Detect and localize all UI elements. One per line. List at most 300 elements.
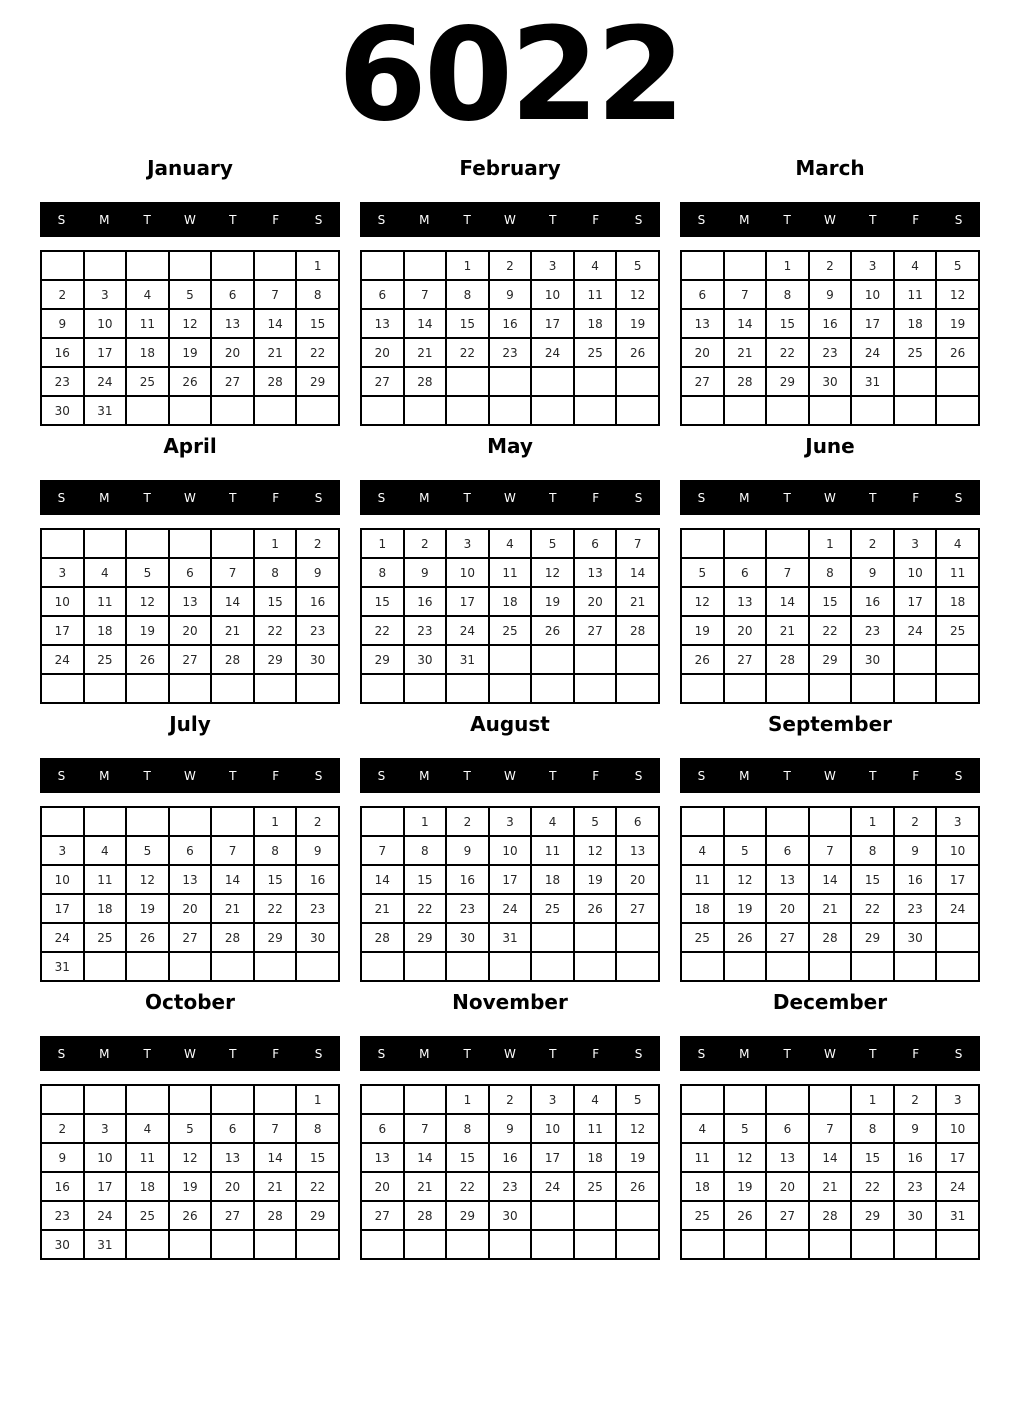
day-cell: 14 xyxy=(809,1143,852,1172)
day-cell: 8 xyxy=(254,558,297,587)
day-cell: 14 xyxy=(211,865,254,894)
day-cell: 19 xyxy=(531,587,574,616)
day-cell: 28 xyxy=(254,1201,297,1230)
day-cell: 21 xyxy=(809,1172,852,1201)
day-cell: 20 xyxy=(361,338,404,367)
empty-day-cell xyxy=(211,952,254,981)
weekday-label: S xyxy=(697,490,706,505)
month-block xyxy=(360,156,660,426)
empty-day-cell xyxy=(936,367,979,396)
weekday-label: F xyxy=(592,490,600,505)
weekday-label: M xyxy=(99,1046,110,1061)
empty-day-cell xyxy=(574,645,617,674)
day-cell: 2 xyxy=(851,529,894,558)
weekday-label: W xyxy=(504,1046,516,1061)
day-cell: 20 xyxy=(169,894,212,923)
empty-day-cell xyxy=(211,1085,254,1114)
day-cell: 3 xyxy=(851,251,894,280)
day-cell: 7 xyxy=(211,558,254,587)
empty-day-cell xyxy=(574,1201,617,1230)
empty-day-cell xyxy=(169,1085,212,1114)
day-cell: 11 xyxy=(531,836,574,865)
day-cell: 17 xyxy=(41,894,84,923)
day-cell: 19 xyxy=(724,894,767,923)
weekday-label: S xyxy=(634,1046,643,1061)
month-days-table xyxy=(360,1084,660,1260)
week-row xyxy=(361,836,659,865)
week-row xyxy=(681,807,979,836)
empty-day-cell xyxy=(296,674,339,703)
day-cell: 16 xyxy=(41,1172,84,1201)
weekday-label: F xyxy=(912,1046,920,1061)
month-block xyxy=(40,156,340,426)
day-cell: 17 xyxy=(84,338,127,367)
day-cell: 6 xyxy=(211,1114,254,1143)
day-cell: 25 xyxy=(84,923,127,952)
month-block xyxy=(40,712,340,982)
day-cell: 1 xyxy=(851,1085,894,1114)
empty-day-cell xyxy=(616,923,659,952)
day-cell: 21 xyxy=(211,894,254,923)
empty-day-cell xyxy=(169,807,212,836)
day-cell: 2 xyxy=(809,251,852,280)
week-row xyxy=(681,558,979,587)
week-row xyxy=(41,894,339,923)
empty-day-cell xyxy=(84,674,127,703)
day-cell: 22 xyxy=(851,1172,894,1201)
empty-day-cell xyxy=(361,952,404,981)
day-cell: 3 xyxy=(84,280,127,309)
empty-day-cell xyxy=(894,674,937,703)
empty-day-cell xyxy=(169,529,212,558)
weekday-label: M xyxy=(99,490,110,505)
week-row xyxy=(361,1114,659,1143)
day-cell: 13 xyxy=(681,309,724,338)
weekday-label: F xyxy=(912,212,920,227)
week-row xyxy=(41,338,339,367)
month-title: June xyxy=(805,434,855,458)
weekday-label: S xyxy=(954,212,963,227)
weekday-label: M xyxy=(419,1046,430,1061)
day-cell: 29 xyxy=(361,645,404,674)
month-days-table xyxy=(680,250,980,426)
day-cell: 29 xyxy=(296,1201,339,1230)
weekday-label: M xyxy=(739,212,750,227)
day-cell: 29 xyxy=(254,923,297,952)
empty-day-cell xyxy=(724,674,767,703)
day-cell: 1 xyxy=(254,807,297,836)
day-cell: 15 xyxy=(809,587,852,616)
day-cell: 18 xyxy=(531,865,574,894)
day-cell: 2 xyxy=(41,280,84,309)
day-cell: 25 xyxy=(894,338,937,367)
day-cell: 15 xyxy=(766,309,809,338)
day-cell: 25 xyxy=(936,616,979,645)
month-block xyxy=(360,990,660,1260)
day-cell: 18 xyxy=(936,587,979,616)
empty-day-cell xyxy=(851,952,894,981)
empty-day-cell xyxy=(766,807,809,836)
week-row xyxy=(41,1085,339,1114)
day-cell: 2 xyxy=(404,529,447,558)
week-row xyxy=(681,1143,979,1172)
empty-day-cell xyxy=(724,1230,767,1259)
day-cell: 11 xyxy=(936,558,979,587)
day-cell: 29 xyxy=(766,367,809,396)
day-cell: 24 xyxy=(531,338,574,367)
day-cell: 17 xyxy=(851,309,894,338)
day-cell: 26 xyxy=(531,616,574,645)
day-cell: 17 xyxy=(936,1143,979,1172)
day-cell: 2 xyxy=(489,1085,532,1114)
empty-day-cell xyxy=(724,396,767,425)
day-cell: 1 xyxy=(851,807,894,836)
weekday-label: W xyxy=(504,212,516,227)
empty-day-cell xyxy=(681,1230,724,1259)
weekday-label: M xyxy=(739,490,750,505)
weekday-label: W xyxy=(184,212,196,227)
empty-day-cell xyxy=(404,1085,447,1114)
week-row xyxy=(361,952,659,981)
month-block xyxy=(360,434,660,704)
weekday-header-row xyxy=(40,202,340,237)
day-cell: 23 xyxy=(446,894,489,923)
day-cell: 8 xyxy=(446,280,489,309)
day-cell: 20 xyxy=(574,587,617,616)
day-cell: 5 xyxy=(681,558,724,587)
empty-day-cell xyxy=(126,529,169,558)
day-cell: 24 xyxy=(84,1201,127,1230)
week-row xyxy=(361,807,659,836)
day-cell: 19 xyxy=(169,338,212,367)
week-row xyxy=(41,529,339,558)
weekday-label: T xyxy=(869,490,877,505)
day-cell: 7 xyxy=(361,836,404,865)
day-cell: 1 xyxy=(296,1085,339,1114)
day-cell: 4 xyxy=(681,1114,724,1143)
empty-day-cell xyxy=(531,396,574,425)
week-row xyxy=(41,1230,339,1259)
year-title: 6022 xyxy=(337,1,683,150)
empty-day-cell xyxy=(84,952,127,981)
day-cell: 18 xyxy=(126,1172,169,1201)
empty-day-cell xyxy=(361,251,404,280)
day-cell: 4 xyxy=(126,280,169,309)
empty-day-cell xyxy=(169,396,212,425)
day-cell: 8 xyxy=(296,1114,339,1143)
day-cell: 9 xyxy=(446,836,489,865)
week-row xyxy=(361,251,659,280)
month-title: July xyxy=(169,712,211,736)
day-cell: 16 xyxy=(809,309,852,338)
day-cell: 22 xyxy=(254,616,297,645)
weekday-header-row xyxy=(680,480,980,515)
day-cell: 29 xyxy=(296,367,339,396)
day-cell: 6 xyxy=(169,836,212,865)
empty-day-cell xyxy=(616,367,659,396)
day-cell: 11 xyxy=(894,280,937,309)
day-cell: 27 xyxy=(169,645,212,674)
day-cell: 13 xyxy=(766,1143,809,1172)
day-cell: 30 xyxy=(41,1230,84,1259)
weekday-label: M xyxy=(99,768,110,783)
empty-day-cell xyxy=(809,952,852,981)
empty-day-cell xyxy=(809,1230,852,1259)
day-cell: 4 xyxy=(936,529,979,558)
day-cell: 29 xyxy=(851,1201,894,1230)
empty-day-cell xyxy=(894,645,937,674)
day-cell: 31 xyxy=(84,1230,127,1259)
day-cell: 13 xyxy=(361,309,404,338)
week-row xyxy=(41,952,339,981)
week-row xyxy=(681,1085,979,1114)
day-cell: 30 xyxy=(489,1201,532,1230)
day-cell: 11 xyxy=(574,280,617,309)
day-cell: 16 xyxy=(851,587,894,616)
day-cell: 26 xyxy=(936,338,979,367)
empty-day-cell xyxy=(361,807,404,836)
week-row xyxy=(361,865,659,894)
day-cell: 6 xyxy=(169,558,212,587)
week-row xyxy=(41,1172,339,1201)
day-cell: 13 xyxy=(616,836,659,865)
week-row xyxy=(681,529,979,558)
day-cell: 23 xyxy=(489,338,532,367)
month-title: January xyxy=(147,156,233,180)
day-cell: 16 xyxy=(296,587,339,616)
weekday-label: T xyxy=(869,768,877,783)
empty-day-cell xyxy=(809,396,852,425)
day-cell: 11 xyxy=(126,309,169,338)
day-cell: 31 xyxy=(84,396,127,425)
month-days-table xyxy=(360,806,660,982)
week-row xyxy=(361,1201,659,1230)
day-cell: 25 xyxy=(574,338,617,367)
day-cell: 28 xyxy=(616,616,659,645)
day-cell: 22 xyxy=(404,894,447,923)
weekday-label: S xyxy=(57,1046,66,1061)
day-cell: 26 xyxy=(126,923,169,952)
day-cell: 9 xyxy=(41,1143,84,1172)
day-cell: 16 xyxy=(894,865,937,894)
empty-day-cell xyxy=(531,1230,574,1259)
day-cell: 9 xyxy=(809,280,852,309)
day-cell: 20 xyxy=(169,616,212,645)
day-cell: 30 xyxy=(296,923,339,952)
empty-day-cell xyxy=(894,367,937,396)
empty-day-cell xyxy=(296,396,339,425)
weekday-label: T xyxy=(549,1046,557,1061)
day-cell: 21 xyxy=(404,338,447,367)
week-row xyxy=(681,952,979,981)
day-cell: 22 xyxy=(296,1172,339,1201)
day-cell: 5 xyxy=(616,1085,659,1114)
day-cell: 18 xyxy=(84,894,127,923)
day-cell: 10 xyxy=(84,309,127,338)
weekday-label: W xyxy=(824,212,836,227)
day-cell: 15 xyxy=(404,865,447,894)
empty-day-cell xyxy=(681,952,724,981)
day-cell: 21 xyxy=(404,1172,447,1201)
day-cell: 2 xyxy=(894,1085,937,1114)
day-cell: 25 xyxy=(574,1172,617,1201)
empty-day-cell xyxy=(766,1230,809,1259)
day-cell: 1 xyxy=(766,251,809,280)
week-row xyxy=(41,1114,339,1143)
month-title: March xyxy=(795,156,865,180)
day-cell: 1 xyxy=(446,1085,489,1114)
day-cell: 5 xyxy=(169,280,212,309)
day-cell: 23 xyxy=(296,616,339,645)
day-cell: 12 xyxy=(126,865,169,894)
day-cell: 16 xyxy=(446,865,489,894)
day-cell: 24 xyxy=(936,894,979,923)
week-row xyxy=(361,674,659,703)
day-cell: 18 xyxy=(681,1172,724,1201)
weekday-label: T xyxy=(463,768,471,783)
day-cell: 26 xyxy=(681,645,724,674)
day-cell: 29 xyxy=(851,923,894,952)
day-cell: 11 xyxy=(574,1114,617,1143)
week-row xyxy=(361,645,659,674)
month-days-table xyxy=(680,1084,980,1260)
day-cell: 31 xyxy=(936,1201,979,1230)
month-title: May xyxy=(487,434,533,458)
weekday-label: S xyxy=(377,490,386,505)
weekday-header-row xyxy=(360,758,660,793)
empty-day-cell xyxy=(681,251,724,280)
day-cell: 7 xyxy=(616,529,659,558)
weekday-header-row xyxy=(40,1036,340,1071)
week-row xyxy=(361,923,659,952)
day-cell: 4 xyxy=(84,558,127,587)
week-row xyxy=(681,616,979,645)
week-row xyxy=(681,865,979,894)
week-row xyxy=(41,1143,339,1172)
empty-day-cell xyxy=(574,923,617,952)
empty-day-cell xyxy=(404,1230,447,1259)
day-cell: 6 xyxy=(766,836,809,865)
month-title: October xyxy=(145,990,235,1014)
day-cell: 15 xyxy=(446,1143,489,1172)
month-days-table xyxy=(40,1084,340,1260)
day-cell: 1 xyxy=(361,529,404,558)
day-cell: 6 xyxy=(681,280,724,309)
day-cell: 5 xyxy=(126,836,169,865)
day-cell: 21 xyxy=(211,616,254,645)
week-row xyxy=(41,616,339,645)
day-cell: 5 xyxy=(169,1114,212,1143)
day-cell: 2 xyxy=(446,807,489,836)
weekday-label: W xyxy=(184,768,196,783)
weekday-header-row xyxy=(360,480,660,515)
weekday-label: F xyxy=(272,490,280,505)
week-row xyxy=(41,396,339,425)
empty-day-cell xyxy=(851,1230,894,1259)
day-cell: 3 xyxy=(41,836,84,865)
weekday-label: M xyxy=(739,1046,750,1061)
day-cell: 4 xyxy=(681,836,724,865)
day-cell: 11 xyxy=(681,1143,724,1172)
week-row xyxy=(681,923,979,952)
day-cell: 17 xyxy=(894,587,937,616)
empty-day-cell xyxy=(126,674,169,703)
day-cell: 21 xyxy=(361,894,404,923)
day-cell: 11 xyxy=(126,1143,169,1172)
day-cell: 13 xyxy=(574,558,617,587)
empty-day-cell xyxy=(126,396,169,425)
month-days-table xyxy=(680,806,980,982)
day-cell: 6 xyxy=(361,1114,404,1143)
day-cell: 30 xyxy=(296,645,339,674)
day-cell: 27 xyxy=(766,923,809,952)
empty-day-cell xyxy=(126,1230,169,1259)
day-cell: 6 xyxy=(766,1114,809,1143)
day-cell: 9 xyxy=(404,558,447,587)
weekday-label: T xyxy=(783,1046,791,1061)
day-cell: 21 xyxy=(809,894,852,923)
month-title: December xyxy=(772,990,888,1014)
day-cell: 30 xyxy=(809,367,852,396)
empty-day-cell xyxy=(489,952,532,981)
day-cell: 22 xyxy=(361,616,404,645)
empty-day-cell xyxy=(724,807,767,836)
day-cell: 31 xyxy=(489,923,532,952)
empty-day-cell xyxy=(766,1085,809,1114)
empty-day-cell xyxy=(361,1085,404,1114)
day-cell: 24 xyxy=(936,1172,979,1201)
day-cell: 16 xyxy=(41,338,84,367)
empty-day-cell xyxy=(254,1085,297,1114)
day-cell: 16 xyxy=(894,1143,937,1172)
day-cell: 21 xyxy=(254,338,297,367)
day-cell: 3 xyxy=(531,251,574,280)
weekday-header-row xyxy=(40,480,340,515)
day-cell: 27 xyxy=(169,923,212,952)
empty-day-cell xyxy=(296,952,339,981)
empty-day-cell xyxy=(211,674,254,703)
empty-day-cell xyxy=(254,251,297,280)
empty-day-cell xyxy=(574,674,617,703)
day-cell: 18 xyxy=(126,338,169,367)
weekday-label: W xyxy=(184,490,196,505)
week-row xyxy=(41,807,339,836)
day-cell: 9 xyxy=(41,309,84,338)
day-cell: 17 xyxy=(446,587,489,616)
day-cell: 9 xyxy=(851,558,894,587)
day-cell: 21 xyxy=(724,338,767,367)
day-cell: 30 xyxy=(41,396,84,425)
day-cell: 20 xyxy=(361,1172,404,1201)
empty-day-cell xyxy=(211,251,254,280)
day-cell: 12 xyxy=(724,865,767,894)
day-cell: 19 xyxy=(936,309,979,338)
empty-day-cell xyxy=(489,645,532,674)
day-cell: 3 xyxy=(894,529,937,558)
day-cell: 24 xyxy=(41,923,84,952)
day-cell: 12 xyxy=(169,1143,212,1172)
weekday-label: S xyxy=(377,212,386,227)
empty-day-cell xyxy=(84,807,127,836)
day-cell: 17 xyxy=(41,616,84,645)
day-cell: 20 xyxy=(681,338,724,367)
day-cell: 14 xyxy=(724,309,767,338)
day-cell: 10 xyxy=(41,865,84,894)
weekday-label: W xyxy=(184,1046,196,1061)
empty-day-cell xyxy=(894,1230,937,1259)
day-cell: 10 xyxy=(489,836,532,865)
month-title: August xyxy=(470,712,550,736)
